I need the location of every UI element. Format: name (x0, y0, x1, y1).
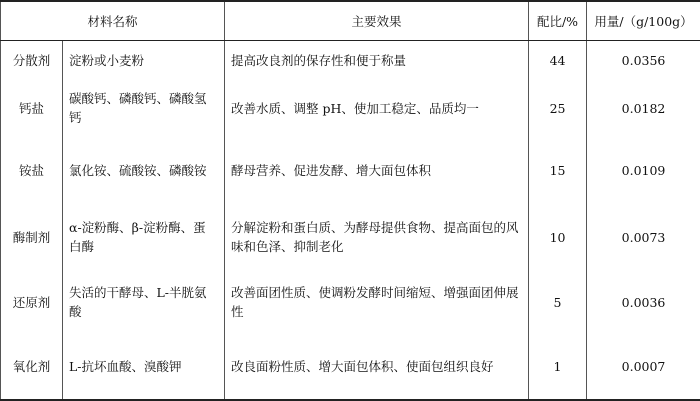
table-row (1, 270, 700, 334)
row-dose: 0.0073 (587, 204, 700, 270)
row-material: 淀粉或小麦粉 (63, 41, 225, 80)
table-row (1, 334, 700, 400)
row-effect: 分解淀粉和蛋白质、为酵母提供食物、提高面包的风味和色泽、抑制老化 (225, 204, 529, 270)
row-dose: 0.0182 (587, 80, 700, 136)
header-material-name: 材料名称 (1, 1, 225, 41)
row-ratio: 44 (529, 41, 587, 80)
row-material: α-淀粉酶、β-淀粉酶、蛋白酶 (63, 204, 225, 270)
row-ratio: 1 (529, 334, 587, 400)
row-effect: 改良面粉性质、增大面包体积、使面包组织良好 (225, 334, 529, 400)
row-effect: 改善面团性质、使调粉发酵时间缩短、增强面团伸展性 (225, 270, 529, 334)
row-ratio: 10 (529, 204, 587, 270)
table-row (1, 41, 700, 80)
row-ratio: 25 (529, 80, 587, 136)
table-row (1, 80, 700, 136)
table-row (1, 204, 700, 270)
row-effect: 改善水质、调整 pH、使加工稳定、品质均一 (225, 80, 529, 136)
row-material: 氯化铵、硫酸铵、磷酸铵 (63, 136, 225, 204)
row-effect: 酵母营养、促进发酵、增大面包体积 (225, 136, 529, 204)
header-main-effect: 主要效果 (225, 1, 529, 41)
table-row (1, 136, 700, 204)
table-header-row (1, 1, 700, 41)
row-type: 钙盐 (1, 80, 63, 136)
row-dose: 0.0036 (587, 270, 700, 334)
row-type: 酶制剂 (1, 204, 63, 270)
header-dosage: 用量/（g/100g） (587, 1, 700, 41)
row-type: 分散剂 (1, 41, 63, 80)
row-dose: 0.0007 (587, 334, 700, 400)
row-ratio: 5 (529, 270, 587, 334)
row-material: 碳酸钙、磷酸钙、磷酸氢钙 (63, 80, 225, 136)
row-material: L-抗坏血酸、溴酸钾 (63, 334, 225, 400)
row-dose: 0.0356 (587, 41, 700, 80)
row-type: 还原剂 (1, 270, 63, 334)
row-dose: 0.0109 (587, 136, 700, 204)
row-effect: 提高改良剂的保存性和便于称量 (225, 41, 529, 80)
row-material: 失活的干酵母、L-半胱氨酸 (63, 270, 225, 334)
row-type: 铵盐 (1, 136, 63, 204)
row-ratio: 15 (529, 136, 587, 204)
header-ratio: 配比/% (529, 1, 587, 41)
row-type: 氧化剂 (1, 334, 63, 400)
